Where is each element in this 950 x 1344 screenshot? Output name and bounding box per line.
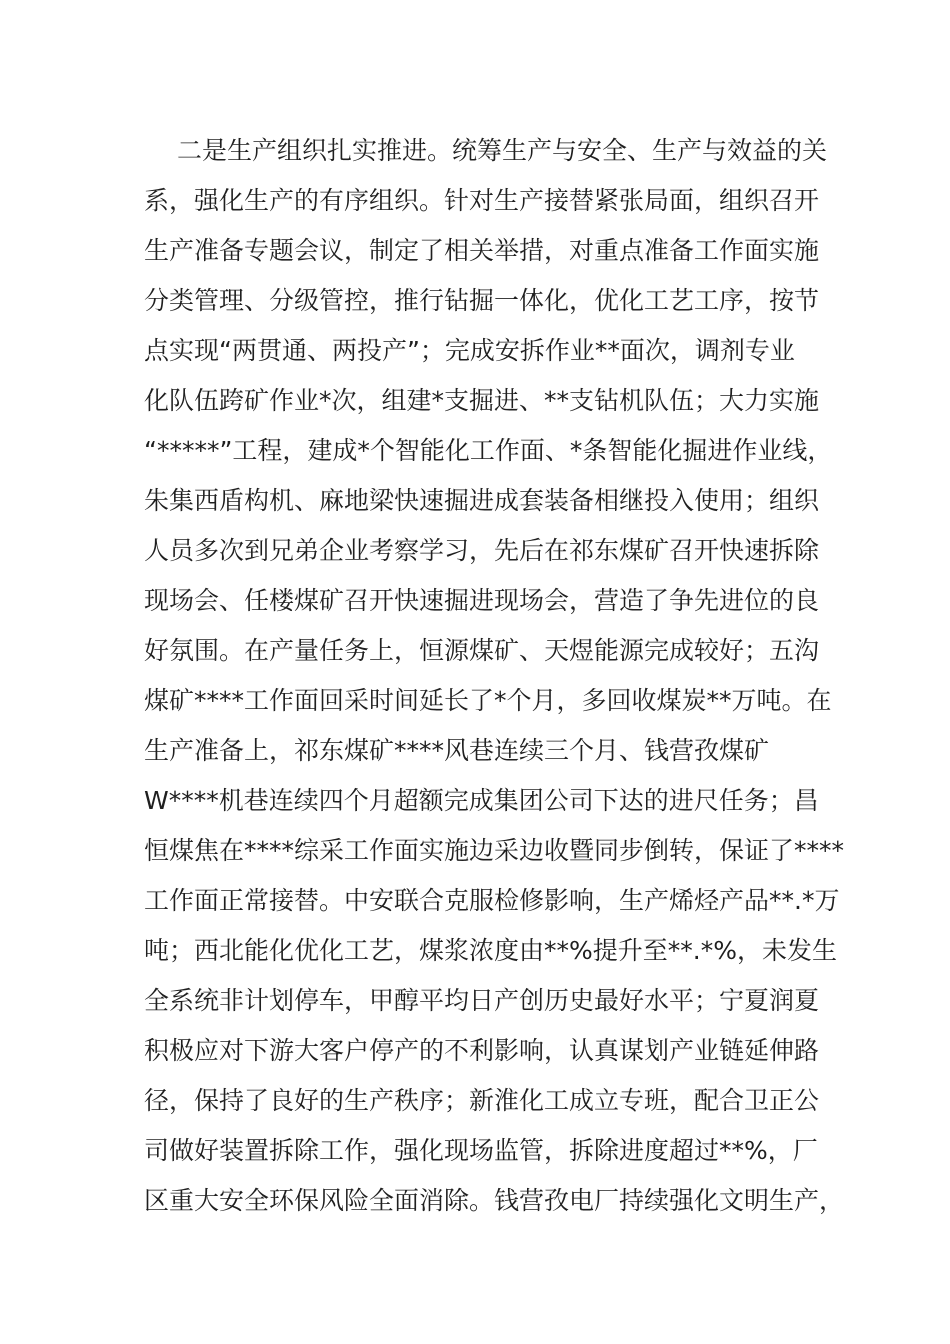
body-text [0,126,950,1226]
text-line: 工作面正常接替。中安联合克服检修影响，生产烯烃产品**.*万 [144,886,840,915]
text-line: 生产准备上，祁东煤矿****风巷连续三个月、钱营孜煤矿 [144,736,770,765]
text-line: 分类管理、分级管控，推行钻掘一体化，优化工艺工序，按节 [144,286,820,315]
text-line: W****机巷连续四个月超额完成集团公司下达的进尺任务；昌 [144,786,819,815]
text-line: “*****”工程，建成*个智能化工作面、*条智能化掘进作业线， [144,436,833,465]
text-line: 朱集西盾构机、麻地梁快速掘进成套装备相继投入使用；组织 [144,486,820,515]
text-line: 恒煤焦在****综采工作面实施边采边收暨同步倒转，保证了**** [144,836,845,865]
text-line: 生产准备专题会议，制定了相关举措，对重点准备工作面实施 [144,236,820,265]
text-line: 煤矿****工作面回采时间延长了*个月，多回收煤炭**万吨。在 [144,686,832,715]
text-line: 区重大安全环保风险全面消除。钱营孜电厂持续强化文明生产， [144,1186,845,1215]
text-line: 司做好装置拆除工作，强化现场监管，拆除进度超过**%，厂 [144,1136,818,1165]
text-line: 好氛围。在产量任务上，恒源煤矿、天煜能源完成较好；五沟 [144,636,820,665]
text-line: 点实现“两贯通、两投产”；完成安拆作业**面次，调剂专业 [144,336,795,365]
text-line: 系，强化生产的有序组织。针对生产接替紧张局面，组织召开 [144,186,820,215]
text-line: 现场会、任楼煤矿召开快速掘进现场会，营造了争先进位的良 [144,586,820,615]
text-line: 吨；西北能化优化工艺，煤浆浓度由**%提升至**.*%，未发生 [144,936,837,965]
text-line: 积极应对下游大客户停产的不利影响，认真谋划产业链延伸路 [144,1036,820,1065]
text-line: 全系统非计划停车，甲醇平均日产创历史最好水平；宁夏润夏 [144,986,820,1015]
text-line: 化队伍跨矿作业*次，组建*支掘进、**支钻机队伍；大力实施 [144,386,820,415]
text-line: 人员多次到兄弟企业考察学习，先后在祁东煤矿召开快速拆除 [144,536,820,565]
text-line: 径，保持了良好的生产秩序；新淮化工成立专班，配合卫正公 [144,1086,820,1115]
text-line: 二是生产组织扎实推进。统筹生产与安全、生产与效益的关 [177,136,828,165]
